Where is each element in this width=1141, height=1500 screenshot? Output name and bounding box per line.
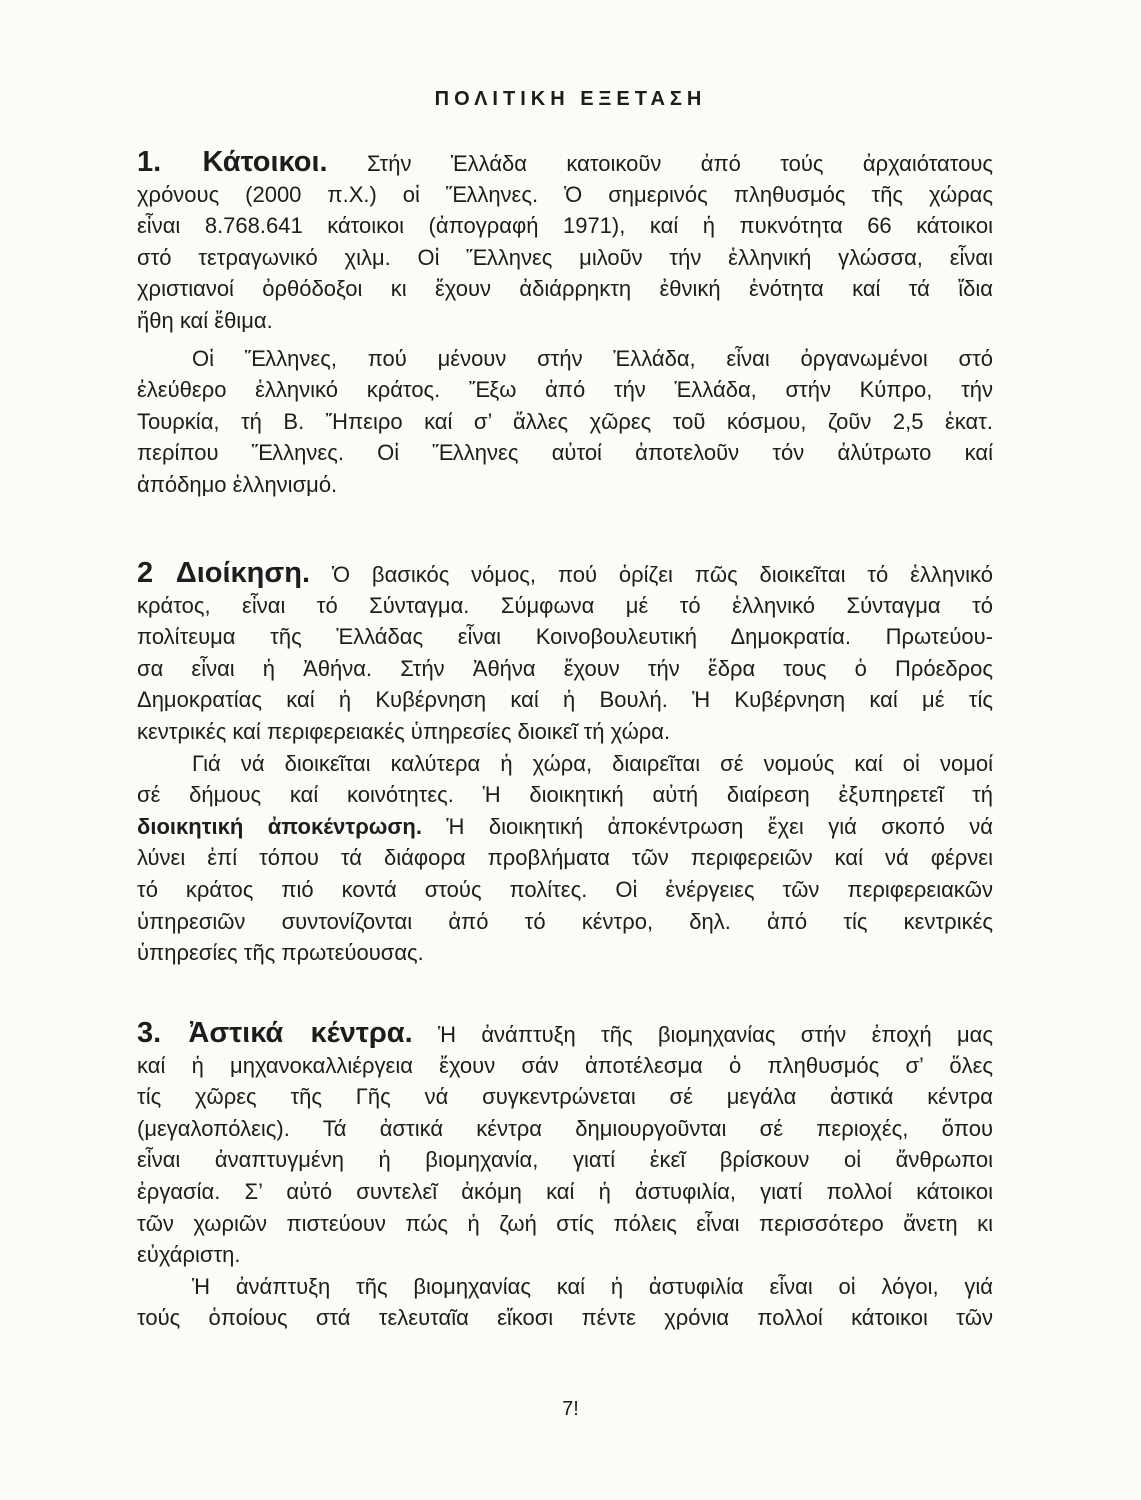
line-text: κράτος, εἶναι τό Σύνταγμα. Σύμφωνα μέ τό ἑλληνικό Σύνταγμα τό — [137, 592, 993, 618]
text-line — [137, 874, 993, 906]
line-text: εὐχάριστη. — [137, 1242, 241, 1268]
text-line — [137, 374, 993, 406]
text-line — [137, 906, 993, 938]
text-line — [137, 684, 993, 716]
line-text: (μεγαλοπόλεις). Τά ἀστικά κέντρα δημιουργοῦνται σέ περιοχές, ὅπου — [137, 1115, 993, 1141]
line-text: ἀπόδημο ἑλληνισμό. — [137, 471, 338, 497]
line-text: εἶναι ἀναπτυγμένη ἡ βιομηχανία, γιατί ἐκεῖ βρίσκουν οἱ ἄνθρωποι — [137, 1147, 993, 1173]
line-text: χρόνους (2000 π.Χ.) οἱ Ἕλληνες. Ὁ σημερινός πληθυσμός τῆς χώρας — [137, 181, 993, 207]
line-text: Ἡ διοικητική ἀποκέντρωση ἔχει γιά σκοπό νά — [446, 813, 993, 839]
line-text: τό κράτος πιό κοντά στούς πολίτες. Οἱ ἐνέργειες τῶν περιφερειακῶν — [137, 876, 993, 902]
line-text: Οἱ Ἕλληνες, πού μένουν στήν Ἑλλάδα, εἶναι ὀργανωμένοι στό — [192, 345, 993, 371]
section-administration — [137, 558, 993, 969]
text-line — [137, 621, 993, 653]
text-line — [137, 1144, 993, 1176]
paragraph — [137, 558, 993, 748]
line-text: ἤθη καί ἔθιμα. — [137, 307, 273, 333]
text-line — [137, 653, 993, 685]
text-line — [137, 1113, 993, 1145]
line-text: στό τετραγωνικό χιλμ. Οἱ Ἕλληνες μιλοῦν τήν ἑλληνική γλώσσα, εἶναι — [137, 244, 993, 270]
line-text: σέ δήμους καί κοινότητες. Ἡ διοικητική αὐτή διαίρεση ἐξυπηρετεῖ τή — [137, 782, 993, 808]
section-heading: 3. Ἀστικά κέντρα. — [137, 1017, 413, 1049]
line-text: λύνει ἐπί τόπου τά διάφορα προβλήματα τῶν περιφερειῶν καί νά φέρνει — [137, 845, 993, 871]
text-line — [137, 210, 993, 242]
line-text: κεντρικές καί περιφερειακές ὑπηρεσίες διοικεῖ τή χώρα. — [137, 718, 671, 744]
text-line — [137, 179, 993, 211]
line-text: περίπου Ἕλληνες. Οἱ Ἕλληνες αὐτοί ἀποτελοῦν τόν ἀλύτρωτο καί — [137, 440, 993, 466]
text-line — [137, 437, 993, 469]
text-line — [137, 590, 993, 622]
text-line — [137, 1176, 993, 1208]
text-line — [137, 1302, 993, 1334]
text-line — [137, 469, 993, 501]
line-text: πολίτευμα τῆς Ἑλλάδας εἶναι Κοινοβουλευτική Δημοκρατία. Πρωτεύου- — [137, 624, 993, 650]
line-text: Ὁ βασικός νόμος, πού ὁρίζει πῶς διοικεῖται τό ἑλληνικό — [331, 562, 993, 587]
section-heading: 1. Κάτοικοι. — [137, 146, 328, 178]
text-line — [137, 273, 993, 305]
text-line — [137, 842, 993, 874]
paragraph — [137, 1018, 993, 1271]
page-number: 7! — [562, 1398, 579, 1420]
line-text: Γιά νά διοικεῖται καλύτερα ἡ χώρα, διαιρεῖται σέ νομούς καί οἱ νομοί — [192, 750, 993, 776]
line-text: Τουρκία, τή Β. Ἤπειρο καί σ’ ἄλλες χῶρες τοῦ κόσμου, ζοῦν 2,5 ἑκατ. — [137, 408, 993, 434]
line-text: τίς χῶρες τῆς Γῆς νά συγκεντρώνεται σέ μεγάλα ἀστικά κέντρα — [137, 1084, 993, 1110]
text-line — [137, 748, 993, 780]
text-line — [137, 937, 993, 969]
line-text: Ἡ ἀνάπτυξη τῆς βιομηχανίας στήν ἐποχή μας — [437, 1022, 993, 1047]
line-text: Ἡ ἀνάπτυξη τῆς βιομηχανίας καί ἡ ἀστυφιλία εἶναι οἱ λόγοι, γιά — [192, 1273, 993, 1299]
line-text: ὑπηρεσιῶν συντονίζονται ἀπό τό κέντρο, δηλ. ἀπό τίς κεντρικές — [137, 908, 993, 934]
text-line — [137, 1239, 993, 1271]
line-text: χριστιανοί ὀρθόδοξοι κι ἔχουν ἀδιάρρηκτη ἐθνική ἑνότητα καί τά ἴδια — [137, 276, 993, 302]
text-line — [137, 1271, 993, 1303]
text-line — [137, 716, 993, 748]
bold-term: διοικητική ἀποκέντρωση. — [137, 813, 422, 839]
text-line — [137, 811, 993, 843]
text-line — [137, 558, 993, 590]
text-line — [137, 1050, 993, 1082]
line-text: τούς ὁποίους στά τελευταῖα εἴκοσι πέντε χρόνια πολλοί κάτοικοι τῶν — [137, 1305, 993, 1331]
text-line — [137, 1208, 993, 1240]
line-text: τῶν χωριῶν πιστεύουν πώς ἡ ζωή στίς πόλεις εἶναι περισσότερο ἄνετη κι — [137, 1210, 993, 1236]
line-text: ἐργασία. Σ’ αὐτό συντελεῖ ἀκόμη καί ἡ ἀστυφιλία, γιατί πολλοί κάτοικοι — [137, 1178, 993, 1204]
line-text: εἶναι 8.768.641 κάτοικοι (ἀπογραφή 1971), καί ἡ πυκνότητα 66 κάτοικοι — [137, 213, 993, 239]
line-text: ὑπηρεσίες τῆς πρωτεύουσας. — [137, 940, 424, 966]
paragraph — [137, 748, 993, 969]
text-line — [137, 147, 993, 179]
paragraph — [137, 343, 993, 501]
line-text: Δημοκρατίας καί ἡ Κυβέρνηση καί ἡ Βουλή. Ἡ Κυβέρνηση καί μέ τίς — [137, 687, 993, 713]
line-text: καί ἡ μηχανοκαλλιέργεια ἔχουν σάν ἀποτέλεσμα ὁ πληθυσμός σ’ ὅλες — [137, 1052, 993, 1078]
paragraph — [137, 1271, 993, 1334]
paragraph — [137, 147, 993, 337]
text-line — [137, 343, 993, 375]
text-line — [137, 406, 993, 438]
line-text: σα εἶναι ἡ Ἀθήνα. Στήν Ἀθήνα ἔχουν τήν ἕδρα τους ὁ Πρόεδρος — [137, 655, 993, 681]
line-text: ἐλεύθερο ἑλληνικό κράτος. Ἔξω ἀπό τήν Ἑλλάδα, στήν Κύπρο, τήν — [137, 377, 993, 403]
line-text: Στήν Ἑλλάδα κατοικοῦν ἀπό τούς ἀρχαιότατους — [366, 151, 993, 176]
section-heading: 2 Διοίκηση. — [137, 557, 311, 589]
section-inhabitants — [137, 147, 993, 501]
text-line — [137, 779, 993, 811]
text-line — [137, 305, 993, 337]
text-line — [137, 1018, 993, 1050]
section-urban-centers — [137, 1018, 993, 1334]
text-line — [137, 1081, 993, 1113]
text-line — [137, 242, 993, 274]
page-title: ΠΟΛΙΤΙΚΗ ΕΞΕΤΑΣΗ — [434, 88, 707, 110]
